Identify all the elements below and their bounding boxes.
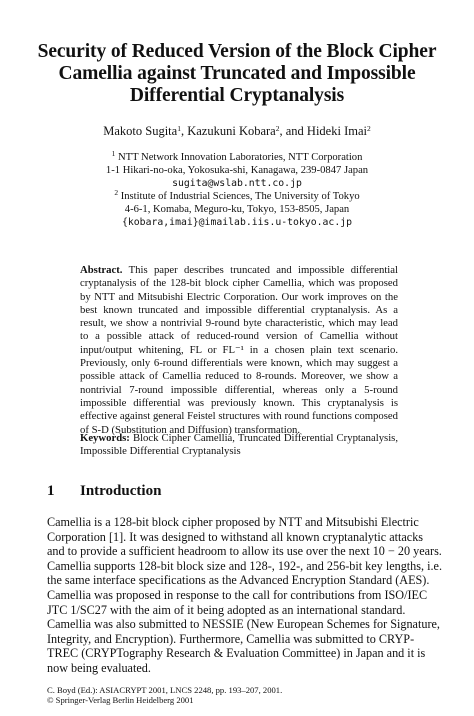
intro-line: and to provide a sufficient headroom to allow its use over the next 10 − 20 years. xyxy=(47,544,442,559)
footer-citation: C. Boyd (Ed.): ASIACRYPT 2001, LNCS 2248, pp. 193–207, 2001. xyxy=(47,685,283,695)
intro-line: now being evaluated. xyxy=(47,660,151,675)
author-separator-2: , and xyxy=(279,124,307,138)
paper-title xyxy=(20,41,454,107)
section-number: 1 xyxy=(47,483,55,499)
affiliation-1-mark: 1 xyxy=(111,149,116,158)
affiliation-2-line-1 xyxy=(40,190,434,203)
affiliation-2-email: {kobara,imai}@imailab.iis.u-tokyo.ac.jp xyxy=(121,217,353,228)
author-1-affiliation-mark: 1 xyxy=(177,124,181,133)
affiliation-2 xyxy=(40,190,434,229)
abstract-text: This paper describes truncated and impossible differential cryptanalysis of the 128-bit block cipher Camellia, which was proposed by NTT and Mitsubishi Electric Corporation. Our work improves on the best known truncated and impossible differential cryptanalysis. As a result, we show a nontrivial 9-round byte characteristic, which may lead to a possible attack of reduced-round version of Camellia without input/output whitening, FL or FL⁻¹ in a chosen plain text scenario. Previously, only 6-round differentials were known, which may suggest a possible attack of Camellia reduced to 8-rounds. Moreover, we show a nontrivial 7-round impossible differential, whereas only a 5-round impossible differential was previously known. This cryptanalysis is effective against general Feistel structures with round functions composed of S-D (Substitution and Diffusion) transformation. xyxy=(80,264,398,436)
intro-line: Camellia supports 128-bit block size and 128-, 192-, and 256-bit key lengths, i.e. xyxy=(47,558,443,573)
author-2-name: Kazukuni Kobara xyxy=(187,124,276,138)
intro-line: the same interface specifications as the Advanced Encryption Standard (AES). xyxy=(47,573,430,588)
title-line-2: Camellia against Truncated and Impossible xyxy=(58,63,416,84)
intro-line: Corporation [1]. It was designed to withstand all known cryptanalytic attacks xyxy=(47,529,424,544)
publication-footer xyxy=(47,685,427,706)
abstract-paragraph xyxy=(80,264,398,437)
introduction-paragraph xyxy=(47,515,443,676)
author-1-name: Makoto Sugita xyxy=(103,124,178,138)
intro-line: Camellia was also submitted to NESSIE (New European Schemes for Signature, xyxy=(47,617,440,632)
title-line-3: Differential Cryptanalysis xyxy=(129,85,345,106)
affiliation-1 xyxy=(40,151,434,190)
section-heading xyxy=(47,482,427,500)
affiliation-2-org: Institute of Industrial Sciences, The University of Tokyo xyxy=(120,191,360,202)
section-title: Introduction xyxy=(80,483,162,499)
author-list xyxy=(20,124,454,139)
intro-line: JTC 1/SC27 with the aim of it being adopted as an international standard. xyxy=(47,602,406,617)
abstract-label: Abstract. xyxy=(80,264,123,276)
affiliation-1-email: sugita@wslab.ntt.co.jp xyxy=(172,178,302,189)
keywords-paragraph xyxy=(80,432,398,459)
affiliation-1-org: NTT Network Innovation Laboratories, NTT Corporation xyxy=(118,152,363,163)
affiliation-2-mark: 2 xyxy=(114,188,119,197)
title-line-1: Security of Reduced Version of the Block Cipher xyxy=(37,41,437,62)
intro-line: Camellia is a 128-bit block cipher proposed by NTT and Mitsubishi Electric xyxy=(47,515,419,529)
author-3-affiliation-mark: 2 xyxy=(366,124,371,133)
author-3-name: Hideki Imai xyxy=(306,124,367,138)
intro-line: Integrity, and Encryption). Furthermore, Camellia was submitted to CRYP- xyxy=(47,631,415,646)
affiliation-2-address: 4-6-1, Komaba, Meguro-ku, Tokyo, 153-8505, Japan xyxy=(124,204,350,215)
author-separator-1: , xyxy=(180,124,188,138)
keywords-label: Keywords: xyxy=(80,432,130,444)
intro-line: Camellia was proposed in response to the call for contributions from ISO/IEC xyxy=(47,587,428,602)
intro-line: TREC (CRYPTography Research & Evaluation Committee) in Japan and it is xyxy=(47,646,426,661)
affiliation-1-line-1 xyxy=(40,151,434,164)
affiliation-1-address: 1-1 Hikari-no-oka, Yokosuka-shi, Kanagawa, 239-0847 Japan xyxy=(105,165,369,176)
author-2-affiliation-mark: 2 xyxy=(275,124,280,133)
keywords-text: Block Cipher Camellia, Truncated Differential Cryptanalysis, Impossible Differential Cryptanalysis xyxy=(80,432,398,458)
footer-copyright: © Springer-Verlag Berlin Heidelberg 2001 xyxy=(47,695,194,706)
